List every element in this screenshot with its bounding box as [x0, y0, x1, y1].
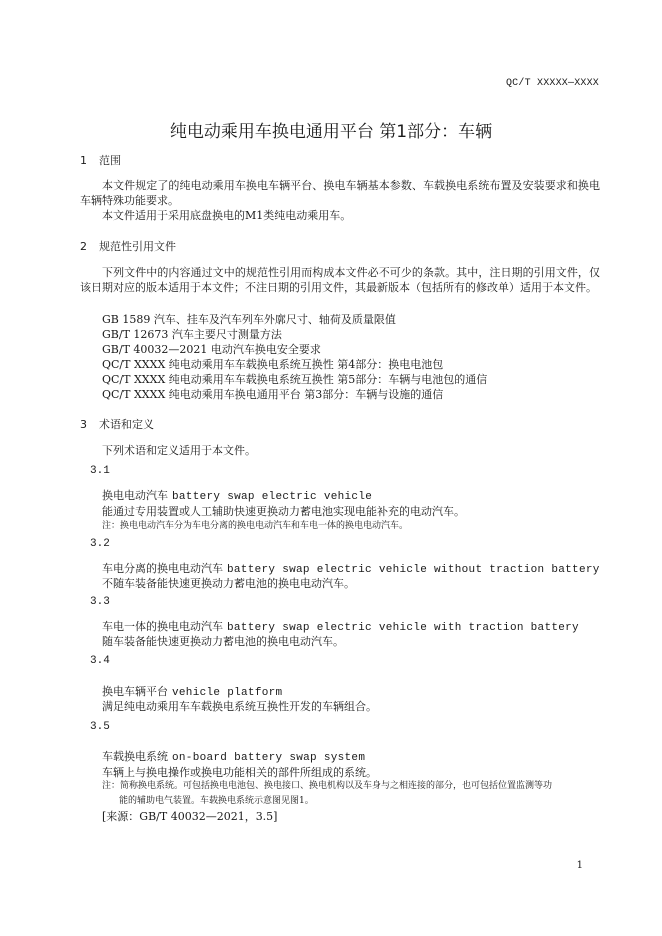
term-en: on-board battery swap system — [172, 752, 366, 764]
note-text: 简称换电系统。可包括换电电池包、换电接口、换电机构以及车身与之相连接的部分，也可包括位置监测等功 — [120, 781, 553, 791]
term-heading — [102, 748, 365, 764]
term-definition: 车辆上与换电操作或换电功能相关的部件所组成的系统。 — [102, 766, 377, 779]
note-label: 注： — [102, 521, 121, 531]
term-definition: 不随车装备能快速更换动力蓄电池的换电电动汽车。 — [102, 577, 355, 590]
term-note — [102, 779, 602, 809]
clause-number: 3.3 — [90, 596, 110, 608]
paragraph: 本文件规定了的纯电动乘用车换电车辆平台、换电车辆基本参数、车载换电系统布置及安装要求和换电车辆特殊功能要求。 — [80, 179, 600, 207]
term-source: [来源：GB/T 40032—2021，3.5] — [102, 810, 278, 823]
term-zh: 换电电动汽车 — [102, 489, 168, 502]
note-label: 注： — [102, 781, 121, 791]
term-definition: 满足纯电动乘用车车载换电系统互换性开发的车辆组合。 — [102, 700, 377, 713]
section-title: 范围 — [99, 154, 121, 167]
term-heading — [102, 683, 282, 699]
term-heading — [102, 487, 372, 503]
term-zh: 换电车辆平台 — [102, 685, 168, 698]
note-text-continued: 能的辅助电气装置。车载换电系统示意图见图1。 — [119, 796, 314, 806]
term-zh: 车载换电系统 — [102, 750, 168, 763]
page-number: 1 — [576, 860, 583, 871]
clause-number: 3.2 — [90, 538, 110, 550]
paragraph: 下列文件中的内容通过文中的规范性引用而构成本文件必不可少的条款。其中，注日期的引用文件，仅该日期对应的版本适用于本文件；不注日期的引用文件，其最新版本（包括所有的修改单）适用于本文件。 — [80, 266, 600, 294]
term-heading — [102, 618, 579, 634]
term-zh: 车电分离的换电电动汽车 — [102, 562, 223, 575]
term-en: vehicle platform — [172, 687, 283, 699]
section-title: 规范性引用文件 — [99, 240, 176, 253]
standard-number: QC/T XXXXX—XXXX — [505, 78, 599, 89]
term-note — [102, 518, 408, 531]
paragraph: 本文件适用于采用底盘换电的M1类纯电动乘用车。 — [102, 209, 352, 222]
reference-item: GB/T 12673 汽车主要尺寸测量方法 — [102, 328, 282, 341]
section-number: 1 — [80, 154, 87, 167]
clause-number: 3.4 — [90, 655, 110, 667]
clause-number: 3.5 — [90, 721, 110, 733]
reference-item: QC/T XXXX 纯电动乘用车车载换电系统互换性 第4部分：换电电池包 — [102, 358, 444, 371]
term-en: battery swap electric vehicle without traction battery — [227, 564, 600, 576]
term-zh: 车电一体的换电电动汽车 — [102, 620, 223, 633]
term-heading — [102, 560, 600, 576]
paragraph: 下列术语和定义适用于本文件。 — [102, 444, 256, 457]
reference-item: GB/T 40032—2021 电动汽车换电安全要求 — [102, 343, 321, 356]
section-heading — [80, 416, 154, 432]
clause-number: 3.1 — [90, 465, 110, 477]
term-en: battery swap electric vehicle — [172, 491, 373, 503]
reference-item: GB 1589 汽车、挂车及汽车列车外廓尺寸、轴荷及质量限值 — [102, 313, 396, 326]
section-heading — [80, 238, 176, 254]
section-title: 术语和定义 — [99, 418, 154, 431]
section-number: 2 — [80, 240, 87, 253]
section-number: 3 — [80, 418, 87, 431]
term-definition: 随车装备能快速更换动力蓄电池的换电电动汽车。 — [102, 635, 344, 648]
term-en: battery swap electric vehicle with traction battery — [227, 622, 579, 634]
term-definition: 能通过专用装置或人工辅助快速更换动力蓄电池实现电能补充的电动汽车。 — [102, 505, 465, 518]
section-heading — [80, 152, 121, 168]
note-text: 换电电动汽车分为车电分离的换电电动汽车和车电一体的换电电动汽车。 — [120, 521, 409, 531]
reference-item: QC/T XXXX 纯电动乘用车换电通用平台 第3部分：车辆与设施的通信 — [102, 388, 444, 401]
document-title: 纯电动乘用车换电通用平台 第1部分：车辆 — [169, 122, 493, 142]
reference-item: QC/T XXXX 纯电动乘用车车载换电系统互换性 第5部分：车辆与电池包的通信 — [102, 373, 488, 386]
